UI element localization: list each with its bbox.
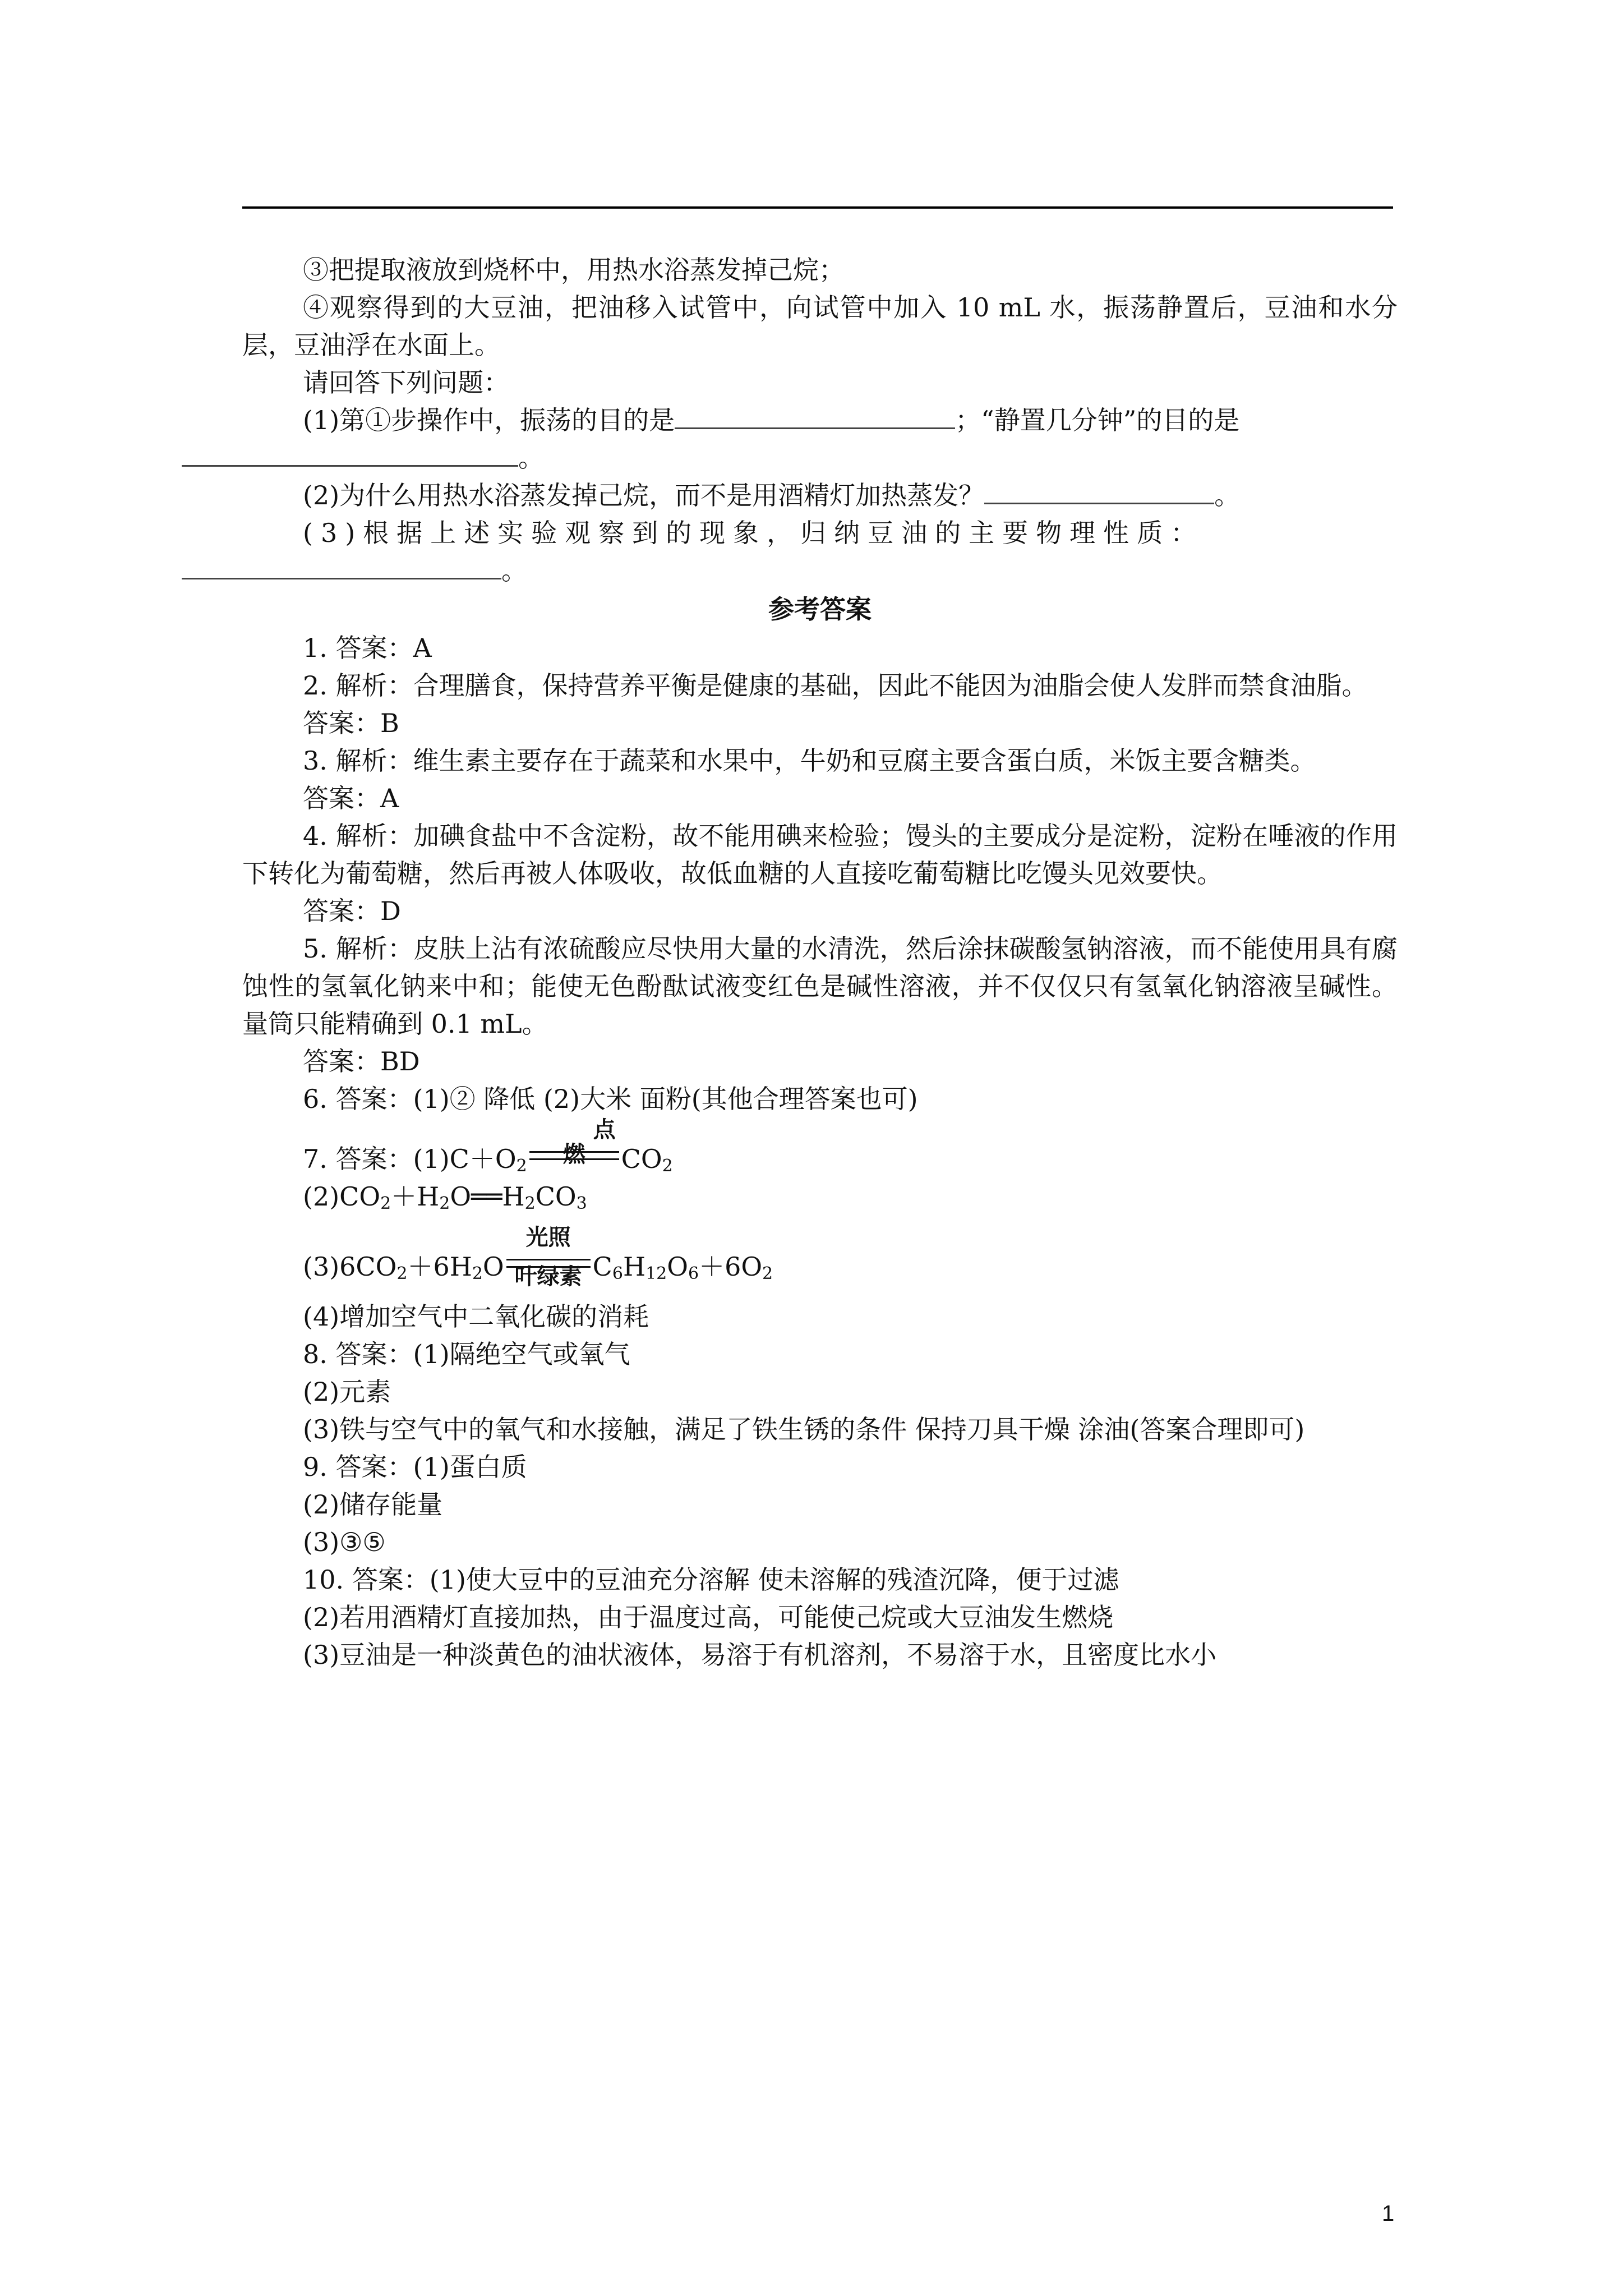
- equation-text: ＋6H: [407, 1251, 472, 1282]
- answer-blank[interactable]: [675, 402, 955, 429]
- equation-text: C: [592, 1251, 612, 1282]
- answer-7-equation-2: [242, 1178, 1398, 1216]
- answer-blank[interactable]: [182, 439, 518, 467]
- subscript: 2: [439, 1194, 450, 1213]
- answer-6: 6. 答案：(1)② 降低 (2)大米 面粉(其他合理答案也可): [303, 1084, 918, 1114]
- answer-4-result: 答案：D: [303, 896, 401, 926]
- answer-blank[interactable]: [984, 477, 1214, 504]
- subscript: 12: [645, 1264, 667, 1283]
- subscript: 6: [612, 1264, 623, 1283]
- answers-title: 参考答案: [768, 594, 872, 624]
- question-1-text-c: 。: [518, 443, 544, 473]
- question-3-end: 。: [501, 555, 535, 586]
- answer-2-result: 答案：B: [303, 708, 399, 738]
- answer-8-part-2: (2)元素: [303, 1377, 391, 1407]
- question-1: [242, 402, 1398, 477]
- page-number: 1: [1382, 2201, 1395, 2226]
- answer-4: 4. 解析：加碘食盐中不含淀粉，故不能用碘来检验；馒头的主要成分是淀粉，淀粉在唾液的作用下转化为葡萄糖，然后再被人体吸收，故低血糖的人直接吃葡萄糖比吃馒头见效要快。: [242, 821, 1398, 889]
- answer-7-equation-3: [242, 1225, 1398, 1290]
- reaction-sign: [529, 1151, 619, 1160]
- subscript: 2: [396, 1264, 408, 1283]
- question-2-end: 。: [1214, 480, 1241, 510]
- header-rule: [242, 206, 1393, 209]
- equation-text: O: [482, 1251, 504, 1282]
- equation-text: CO: [621, 1144, 662, 1174]
- question-3: [242, 514, 1398, 590]
- subscript: 2: [524, 1194, 536, 1213]
- answer-7-part-4: (4)增加空气中二氧化碳的消耗: [303, 1301, 649, 1332]
- equation-text: (2)CO: [303, 1181, 381, 1212]
- condition-label: 光照: [525, 1225, 571, 1250]
- answer-blank[interactable]: [182, 552, 501, 579]
- equation-text: O══H: [450, 1181, 525, 1212]
- answer-10-part-3: (3)豆油是一种淡黄色的油状液体，易溶于有机溶剂，不易溶于水，且密度比水小: [303, 1640, 1217, 1670]
- equation-text: CO: [535, 1181, 577, 1212]
- answer-7-equation-1: [242, 1117, 1398, 1178]
- answer-10-part-2: (2)若用酒精灯直接加热，由于温度过高，可能使己烷或大豆油发生燃烧: [303, 1602, 1114, 1632]
- reaction-condition: [506, 1225, 591, 1290]
- condition-label: 点燃: [562, 1117, 616, 1167]
- question-1-text-a: (1)第①步操作中，振荡的目的是: [303, 405, 675, 435]
- document-body: [242, 251, 1398, 1674]
- answer-3-result: 答案：A: [303, 783, 399, 813]
- equation-text: ＋H: [391, 1181, 440, 1212]
- answer-9-part-2: (2)储存能量: [303, 1489, 443, 1520]
- answer-8: 8. 答案：(1)隔绝空气或氧气: [303, 1339, 630, 1369]
- question-2: [242, 477, 1398, 514]
- subscript: 3: [576, 1194, 587, 1213]
- answer-5: 5. 解析：皮肤上沾有浓硫酸应尽快用大量的水清洗，然后涂抹碳酸氢钠溶液，而不能使用具有腐蚀性的氢氧化钠来中和；能使无色酚酞试液变红色是碱性溶液，并不仅仅只有氢氧化钠溶液呈碱性。量筒只能精确到 0.1 mL。: [242, 933, 1398, 1039]
- subscript: 2: [662, 1156, 673, 1176]
- subscript: 2: [516, 1156, 527, 1176]
- answer-10: 10. 答案：(1)使大豆中的豆油充分溶解 使未溶解的残渣沉降，便于过滤: [303, 1565, 1119, 1595]
- subscript: 6: [688, 1264, 699, 1283]
- equation-text: 7. 答案：(1)C＋O: [303, 1144, 517, 1174]
- step-3: ③把提取液放到烧杯中，用热水浴蒸发掉己烷；: [303, 255, 845, 285]
- step-4: ④观察得到的大豆油，把油移入试管中，向试管中加入 10 mL 水，振荡静置后，豆油和水分层，豆油浮在水面上。: [242, 292, 1398, 360]
- answer-1: 1. 答案：A: [303, 633, 432, 663]
- question-prompt: 请回答下列问题：: [303, 367, 509, 398]
- answer-9: 9. 答案：(1)蛋白质: [303, 1452, 527, 1482]
- subscript: 2: [762, 1264, 773, 1283]
- question-3-text: (3)根据上述实验观察到的现象，归纳豆油的主要物理性质：: [303, 518, 1205, 548]
- equation-text: (3)6CO: [303, 1251, 397, 1282]
- answer-2: 2. 解析：合理膳食，保持营养平衡是健康的基础，因此不能因为油脂会使人发胖而禁食油脂。: [303, 670, 1368, 701]
- question-1-text-b: ；“静置几分钟”的目的是: [955, 405, 1240, 435]
- equation-text: O: [667, 1251, 688, 1282]
- equation-text: H: [623, 1251, 646, 1282]
- question-2-text: (2)为什么用热水浴蒸发掉己烷，而不是用酒精灯加热蒸发？: [303, 480, 985, 510]
- equation-text: ＋6O: [699, 1251, 763, 1282]
- answer-8-part-3: (3)铁与空气中的氧气和水接触，满足了铁生锈的条件 保持刀具干燥 涂油(答案合理即可): [303, 1414, 1305, 1444]
- subscript: 2: [380, 1194, 391, 1213]
- answer-9-part-3: (3)③⑤: [303, 1527, 386, 1557]
- subscript: 2: [472, 1264, 483, 1283]
- reaction-condition: [529, 1117, 619, 1168]
- answer-5-result: 答案：BD: [303, 1046, 420, 1076]
- answer-3: 3. 解析：维生素主要存在于蔬菜和水果中，牛奶和豆腐主要含蛋白质，米饭主要含糖类。: [303, 746, 1316, 776]
- condition-label: 叶绿素: [514, 1264, 582, 1290]
